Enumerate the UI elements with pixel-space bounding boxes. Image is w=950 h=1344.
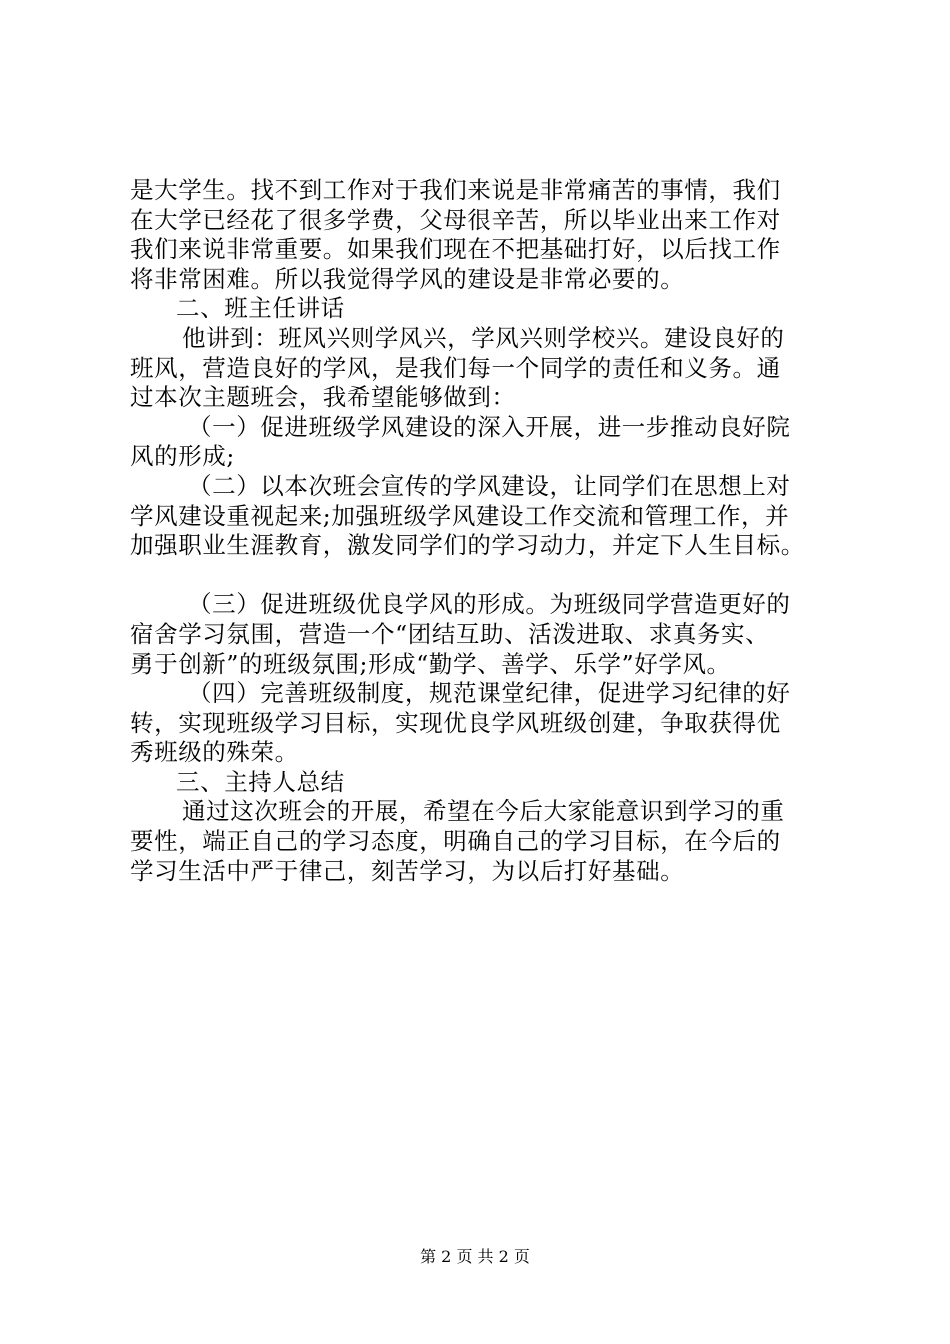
paragraph-line: 宿舍学习氛围，营造一个“团结互助、活泼进取、求真务实、 xyxy=(130,619,770,648)
list-item-3: （三）促进班级优良学风的形成。为班级同学营造更好的 xyxy=(188,590,791,619)
paragraph-line: 勇于创新”的班级氛围;形成“勤学、善学、乐学”好学风。 xyxy=(130,649,731,678)
paragraph-line: 加强职业生涯教育，激发同学们的学习动力，并定下人生目标。 xyxy=(130,531,805,560)
paragraph-line: 风的形成; xyxy=(130,442,235,471)
paragraph-line: 是大学生。找不到工作对于我们来说是非常痛苦的事情，我们 xyxy=(130,176,781,204)
paragraph-line: 将非常困难。所以我觉得学风的建设是非常必要的。 xyxy=(130,264,685,293)
paragraph-line: 学风建设重视起来;加强班级学风建设工作交流和管理工作，并 xyxy=(130,501,790,530)
paragraph-line: 班风，营造良好的学风，是我们每一个同学的责任和义务。通 xyxy=(130,353,781,382)
paragraph-line: 要性，端正自己的学习态度，明确自己的学习目标，在今后的 xyxy=(130,827,781,856)
paragraph-line: 他讲到：班风兴则学风兴，学风兴则学校兴。建设良好的 xyxy=(182,323,785,352)
paragraph-line: 在大学已经花了很多学费，父母很辛苦，所以毕业出来工作对 xyxy=(130,205,781,234)
paragraph-line: 过本次主题班会，我希望能够做到： xyxy=(130,383,516,412)
paragraph-line: 秀班级的殊荣。 xyxy=(130,738,299,767)
body-text xyxy=(130,176,850,886)
blank-line xyxy=(130,561,850,591)
section-heading-2: 二、班主任讲话 xyxy=(176,294,345,323)
page-number-footer: 第 2 页 共 2 页 xyxy=(420,1247,530,1266)
list-item-4: （四）完善班级制度，规范课堂纪律，促进学习纪律的好 xyxy=(188,679,791,708)
list-item-2: （二）以本次班会宣传的学风建设，让同学们在思想上对 xyxy=(188,471,791,500)
paragraph-line: 通过这次班会的开展，希望在今后大家能意识到学习的重 xyxy=(182,797,785,826)
list-item-1: （一）促进班级学风建设的深入开展，进一步推动良好院 xyxy=(188,412,791,441)
paragraph-line: 转，实现班级学习目标，实现优良学风班级创建，争取获得优 xyxy=(130,708,781,737)
paragraph-line: 学习生活中严于律己，刻苦学习，为以后打好基础。 xyxy=(130,856,685,885)
paragraph-line: 我们来说非常重要。如果我们现在不把基础打好，以后找工作 xyxy=(130,235,781,264)
section-heading-3: 三、主持人总结 xyxy=(176,767,345,796)
